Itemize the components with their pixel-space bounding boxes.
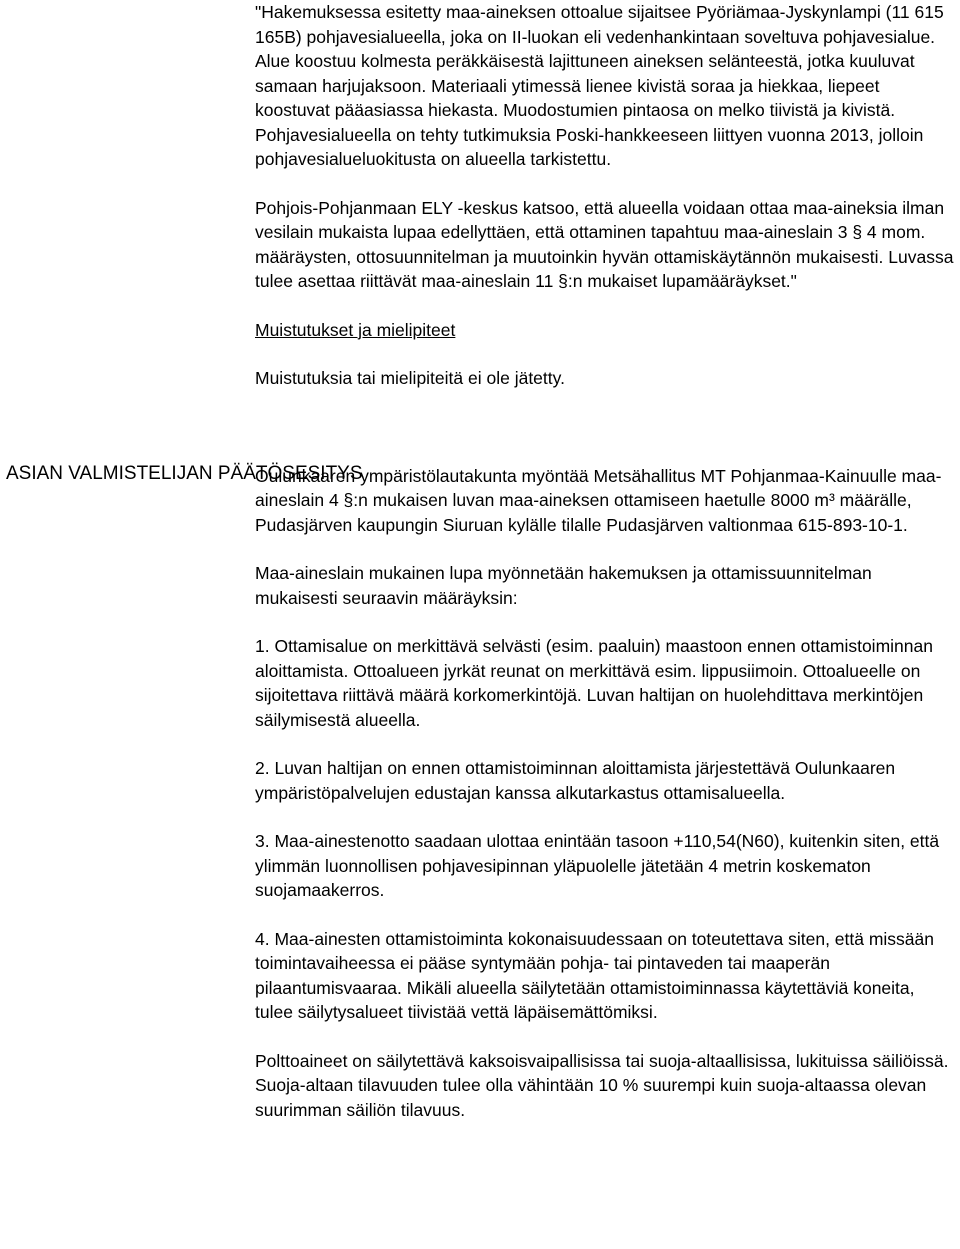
objections-heading: Muistutukset ja mielipiteet	[255, 319, 456, 340]
quote-paragraph-1: "Hakemuksessa esitetty maa-aineksen ottoalue sijaitsee Pyöriämaa-Jyskynlampi (11 615 165B) pohjavesialueella, joka on II-luokan eli vedenhankintaan soveltuva pohjavesialue. Alue koostuu kolmesta peräkkäisestä lajittuneen aineksen selänteestä, jotka kuuluvat samaan harjujaksoon. Materiaali ytimessä lienee kivistä soraa ja hiekkaa, liepeet koostuvat pääasiassa hiekasta. Muodostumien pintaosa on melko tiivistä ja kivistä. Pohjavesialueella on tehty tutkimuksia Poski-hankkeeseen liittyen vuonna 2013, jolloin pohjavesialueluokitusta on alueella tarkistettu.	[255, 2, 944, 169]
fuel-storage-paragraph: Polttoaineet on säilytettävä kaksoisvaipallisissa tai suoja-altaallisissa, lukituissa säiliöissä. Suoja-altaan tilavuuden tulee olla vähintään 10 % suurempi kuin suoja-altaassa olevan suurimman säiliön tilavuus.	[255, 1050, 949, 1120]
condition-item-1: 1. Ottamisalue on merkittävä selvästi (esim. paaluin) maastoon ennen ottamistoiminnan aloittamista. Ottoalueen jyrkät reunat on merkittävä esim. lippusiimoin. Ottoalueelle on sijoitettava riittävä määrä korkomerkintöjä. Luvan haltijan on huolehdittava merkintöjen säilymisestä alueella.	[255, 636, 933, 730]
objections-text: Muistutuksia tai mielipiteitä ei ole jätetty.	[255, 368, 565, 388]
decision-proposal-heading: ASIAN VALMISTELIJAN PÄÄTÖSESITYS	[6, 463, 363, 484]
quote-paragraph-2: Pohjois-Pohjanmaan ELY -keskus katsoo, että alueella voidaan ottaa maa-aineksia ilman vesilain mukaista lupaa edellyttäen, että ottaminen tapahtuu maa-aineslain 3 § 4 mom. määräysten, ottosuunnitelman ja muutoinkin hyvän ottamiskäytännön mukaisesti. Luvassa tulee asettaa riittävät maa-aineslain 11 §:n mukaiset lupamääräykset."	[255, 197, 954, 291]
condition-item-4: 4. Maa-ainesten ottamistoiminta kokonaisuudessaan on toteutettava siten, että missään toimintavaiheessa ei pääse syntymään pohja- tai pintaveden tai maaperän pilaantumisvaaraa. Mikäli alueella säilytetään ottamistoiminnassa käytettäviä koneita, tulee säilytysalueet tiivistää vettä läpäisemättömiksi.	[255, 928, 935, 1022]
condition-item-2: 2. Luvan haltijan on ennen ottamistoiminnan aloittamista järjestettävä Oulunkaaren ympäristöpalvelujen edustajan kanssa alkutarkastus ottamisalueella.	[255, 758, 896, 803]
proposal-paragraph: Oulunkaaren ympäristölautakunta myöntää Metsähallitus MT Pohjanmaa-Kainuulle maa-aineslain 4 §:n mukaisen luvan maa-aineksen ottamiseen haetulle 8000 m³ määrälle, Pudasjärven kaupungin Siuruan kylälle tilalle Pudasjärven valtionmaa 615-893-10-1.	[255, 465, 942, 535]
main-text-column	[255, 0, 955, 1122]
condition-item-3: 3. Maa-ainestenotto saadaan ulottaa enintään tasoon +110,54(N60), kuitenkin siten, että ylimmän luonnollisen pohjavesipinnan yläpuolelle jätetään 4 metrin koskematon suojamaakerros.	[255, 831, 940, 900]
conditions-intro: Maa-aineslain mukainen lupa myönnetään hakemuksen ja ottamissuunnitelman mukaisesti seuraavin määräyksin:	[255, 563, 872, 608]
